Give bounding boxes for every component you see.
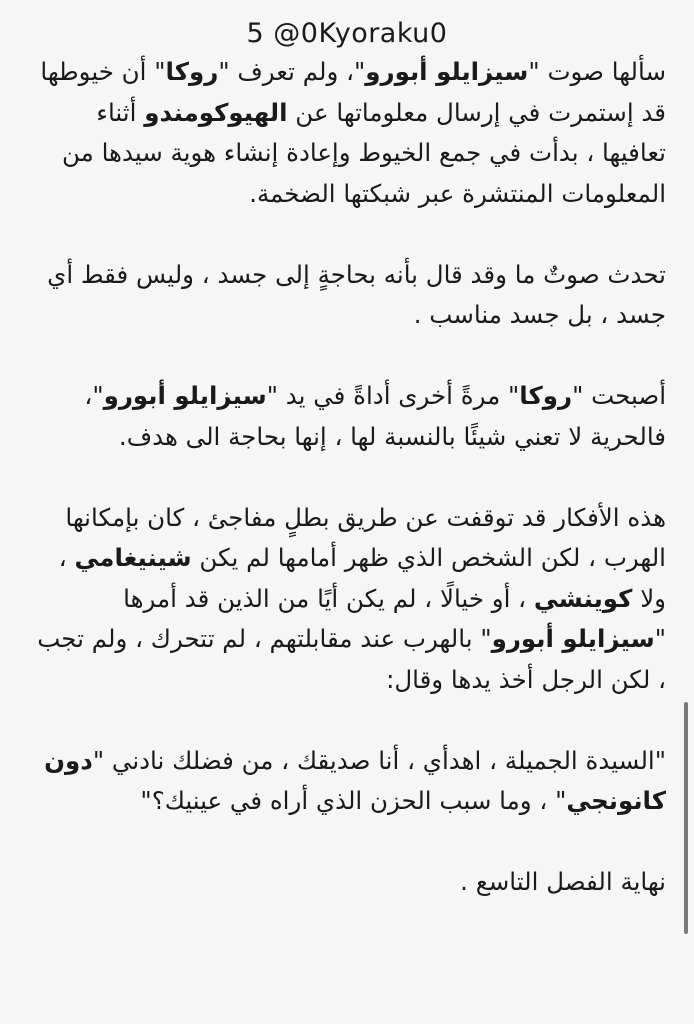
text-segment: "، فالحرية لا تعني شيئًا بالنسبة لها ، إنها بحاجة الى هدف. [84, 381, 666, 451]
scrollbar[interactable] [684, 702, 688, 934]
text-segment: " بالهرب عند مقابلتهم ، لم تتحرك ، ولم تجب ، لكن الرجل أخذ يدها وقال: [37, 624, 666, 694]
text-segment: نهاية الفصل التاسع . [460, 867, 666, 896]
text-segment: " أن خيوطها قد إستمرت في إرسال معلوماتها عن [40, 57, 666, 127]
bold-name: سيزايلو أبورو [103, 381, 267, 410]
bold-name: كوينشي [533, 583, 633, 613]
story-text [34, 52, 666, 903]
text-segment: ، أو خيالًا ، لم يكن أيًا من الذين قد أمرها " [123, 583, 666, 653]
bold-name: شينيغامي [74, 543, 192, 572]
bold-name: روكا [519, 381, 573, 410]
text-segment: أصبحت " [572, 381, 666, 410]
text-segment: تحدث صوتٌ ما وقد قال بأنه بحاجةٍ إلى جسد ، وليس فقط أي جسد ، بل جسد مناسب . [47, 259, 666, 329]
paragraph-4 [34, 498, 666, 701]
text-segment: ، ولا [58, 543, 666, 613]
paragraph-1 [34, 52, 666, 214]
tweet-author-handle: 5 @0Kyoraku0 [246, 18, 448, 49]
bold-name: دون كانونجي [44, 745, 666, 815]
text-segment: أثناء تعافيها ، بدأت في جمع الخيوط وإعادة إنشاء هوية سيدها من المعلومات المنتشرة عبر شبكتها الضخمة. [62, 97, 666, 208]
paragraph-2 [34, 255, 666, 336]
paragraph-5 [34, 741, 666, 822]
text-segment: "، ولم تعرف " [218, 57, 366, 86]
bold-name: الهيوكومندو [144, 97, 288, 127]
text-segment: سألها صوت " [528, 57, 666, 86]
chapter-end-note [34, 862, 666, 903]
bold-name: سيزايلو أبورو [365, 57, 529, 86]
text-segment: " ، وما سبب الحزن الذي أراه في عينيك؟" [140, 786, 567, 815]
text-segment: "السيدة الجميلة ، اهدأي ، أنا صديقك ، من فضلك نادني " [92, 745, 666, 775]
bold-name: سيزايلو أبورو [491, 624, 655, 653]
text-segment: " مرةً أخرى أداةً في يد " [266, 381, 520, 410]
bold-name: روكا [165, 57, 219, 86]
paragraph-3 [34, 376, 666, 457]
text-segment: هذه الأفكار قد توقفت عن طريق بطلٍ مفاجئ ، كان بإمكانها الهرب ، لكن الشخص الذي ظهر أمامها لم يكن [65, 502, 666, 572]
